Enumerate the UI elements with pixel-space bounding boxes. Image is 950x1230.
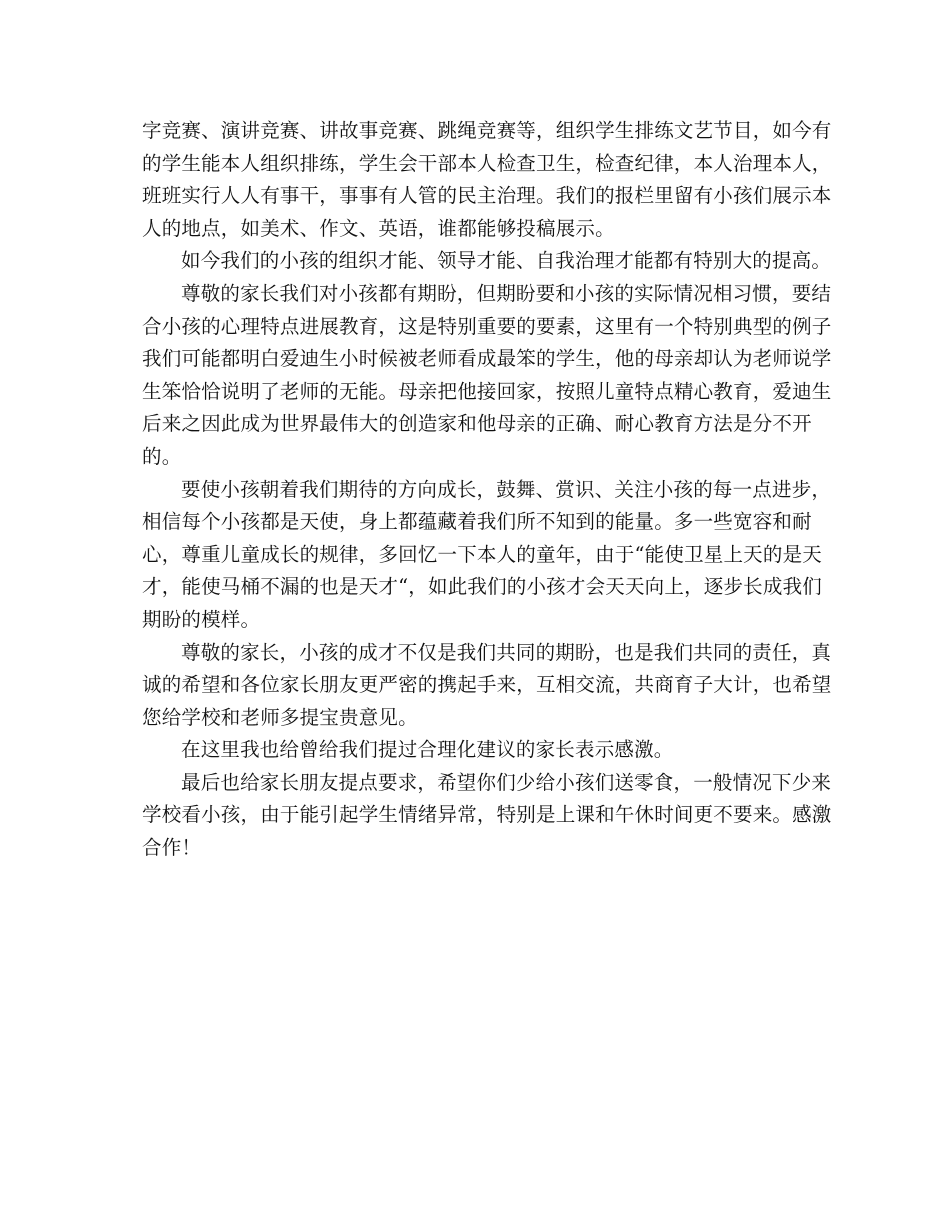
paragraph-continued: 字竞赛、演讲竞赛、讲故事竞赛、跳绳竞赛等，组织学生排练文艺节目，如今有的学生能本人组织排练，学生会干部本人检查卫生，检查纪律，本人治理本人，班班实行人人有事干，事事有人管的民主治理。我们的报栏里留有小孩们展示本人的地点，如美术、作文、英语，谁都能够投稿展示。 <box>142 119 832 240</box>
paragraph: 最后也给家长朋友提点要求，希望你们少给小孩们送零食，一般情况下少来学校看小孩，由于能引起学生情绪异常，特别是上课和午休时间更不要来。感激合作！ <box>142 770 832 860</box>
paragraph: 尊敬的家长，小孩的成才不仅是我们共同的期盼，也是我们共同的责任，真诚的希望和各位家长朋友更严密的携起手来，互相交流，共商育子大计，也希望您给学校和老师多提宝贵意见。 <box>142 640 832 729</box>
paragraph: 在这里我也给曾给我们提过合理化建议的家长表示感激。 <box>181 738 674 762</box>
paragraph: 要使小孩朝着我们期待的方向成长，鼓舞、赏识、关注小孩的每一点进步，相信每个小孩都是天使，身上都蕴藏着我们所不知到的能量。多一些宽容和耐心，尊重儿童成长的规律，多回忆一下本人的童年，由于“能使卫星上天的是天才，能使马桶不漏的也是天才“，如此我们的小孩才会天天向上，逐步长成我们期盼的模样。 <box>142 477 832 631</box>
paragraph: 如今我们的小孩的组织才能、领导才能、自我治理才能都有特别大的提高。 <box>181 249 832 273</box>
document-body <box>142 115 832 865</box>
paragraph: 尊敬的家长我们对小孩都有期盼，但期盼要和小孩的实际情况相习惯，要结合小孩的心理特点进展教育，这是特别重要的要素，这里有一个特别典型的例子我们可能都明白爱迪生小时候被老师看成最笨的学生，他的母亲却认为老师说学生笨恰恰说明了老师的无能。母亲把他接回家，按照儿童特点精心教育，爱迪生后来之因此成为世界最伟大的创造家和他母亲的正确、耐心教育方法是分不开的。 <box>142 281 832 468</box>
